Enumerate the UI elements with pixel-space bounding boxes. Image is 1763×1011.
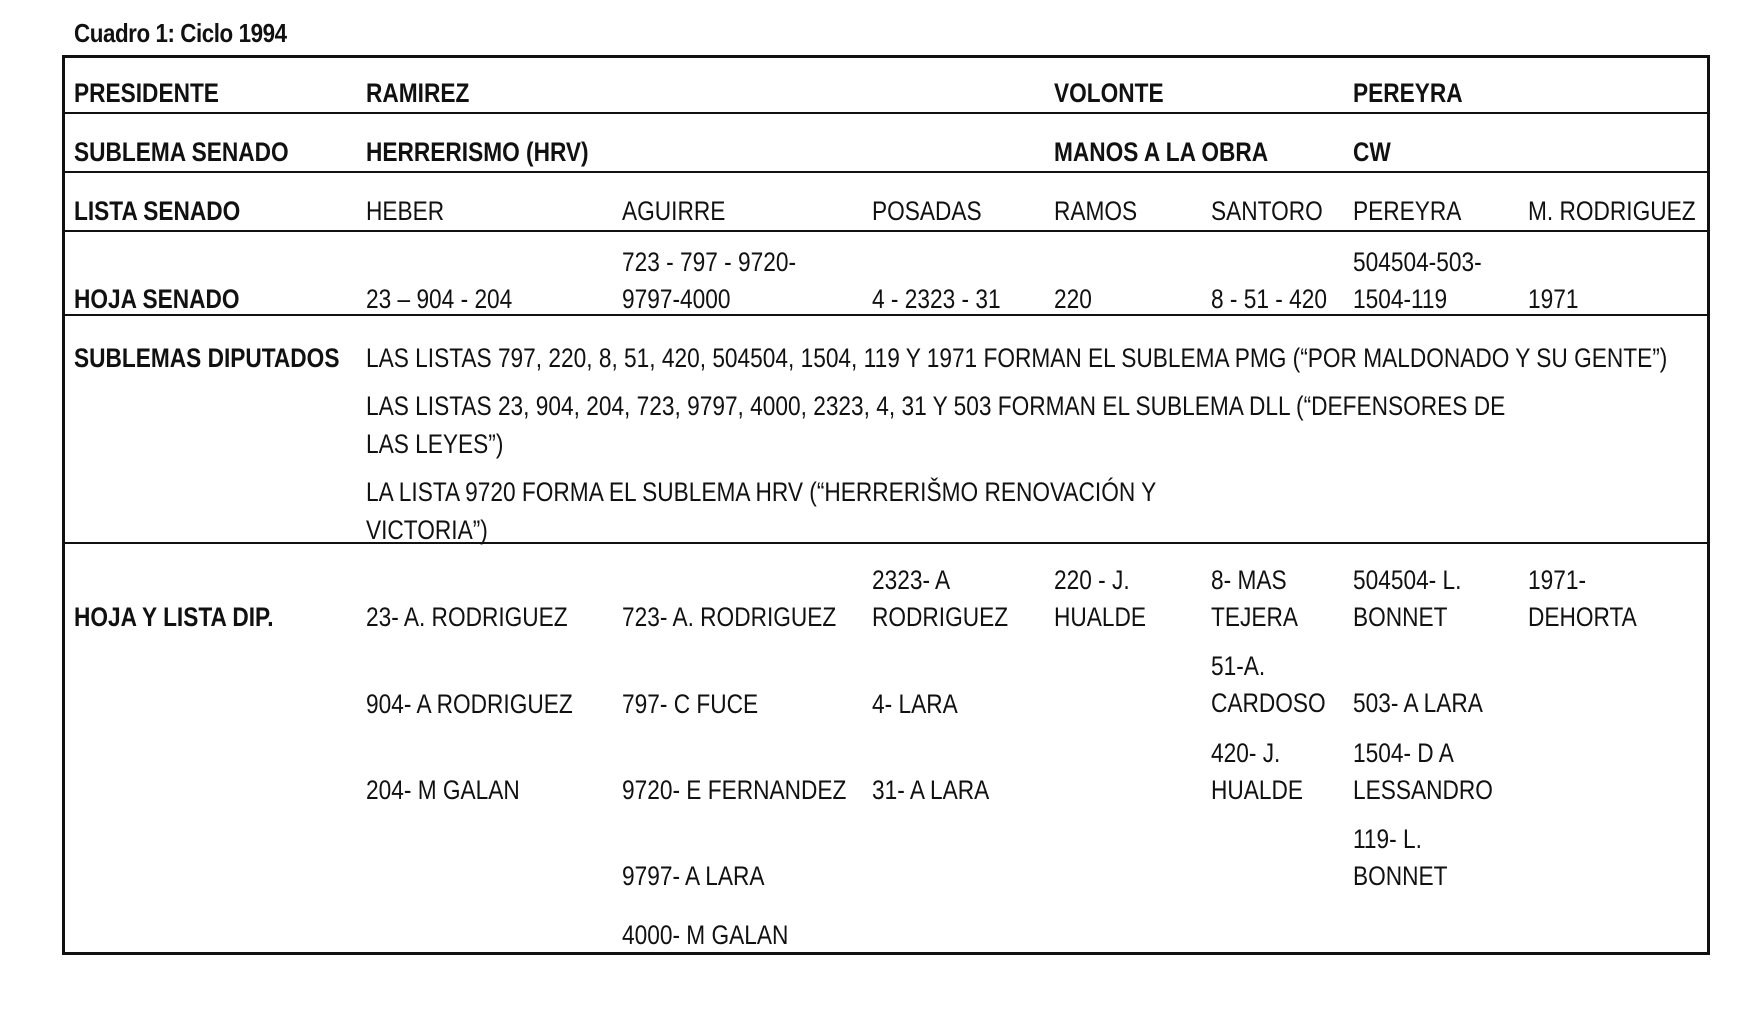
dip-entry: BONNET	[1353, 861, 1448, 891]
cell-lista-senado: M. RODRIGUEZ	[1528, 196, 1696, 226]
dip-entry: 51-A.	[1211, 651, 1266, 681]
cell-sublema-senado: HERRERISMO (HRV)	[366, 137, 589, 167]
dip-entry: CARDOSO	[1211, 688, 1326, 718]
dip-entry: 904- A RODRIGUEZ	[366, 689, 573, 719]
dip-entry: HUALDE	[1211, 775, 1304, 805]
cell-lista-senado: PEREYRA	[1353, 196, 1462, 226]
row-divider	[62, 171, 1710, 173]
dip-entry: RODRIGUEZ	[872, 602, 1009, 632]
dip-entry: 204- M GALAN	[366, 775, 520, 805]
dip-entry: 503- A LARA	[1353, 688, 1483, 718]
dip-entry: DEHORTA	[1528, 602, 1637, 632]
cell-lista-senado: HEBER	[366, 196, 445, 226]
sublema-note: LAS LISTAS 23, 904, 204, 723, 9797, 4000, 2323, 4, 31 Y 503 FORMAN EL SUBLEMA DLL (“DEFENSORES DE	[366, 391, 1506, 421]
dip-entry: 31- A LARA	[872, 775, 990, 805]
row-divider	[62, 230, 1710, 232]
dip-entry: 2323- A	[872, 565, 951, 595]
dip-entry: 9797- A LARA	[622, 861, 765, 891]
row-label-hoja-senado: HOJA SENADO	[74, 284, 240, 314]
row-label-hoja-lista-dip: HOJA Y LISTA DIP.	[74, 602, 274, 632]
dip-entry: 4000- M GALAN	[622, 920, 789, 950]
dip-entry: 723- A. RODRIGUEZ	[622, 602, 837, 632]
row-label-sublema-senado: SUBLEMA SENADO	[74, 137, 289, 167]
dip-entry: 23- A. RODRIGUEZ	[366, 602, 568, 632]
dip-entry: 220 - J.	[1054, 565, 1130, 595]
cell-hoja-senado: 23 – 904 - 204	[366, 284, 513, 314]
cell-hoja-senado: 1971	[1528, 284, 1579, 314]
dip-entry: LESSANDRO	[1353, 775, 1493, 805]
dip-entry: 797- C FUCE	[622, 689, 759, 719]
cell-presidente: PEREYRA	[1353, 78, 1463, 108]
cell-presidente: VOLONTE	[1054, 78, 1164, 108]
dip-entry: 8- MAS	[1211, 565, 1287, 595]
row-label-sublemas-diputados: SUBLEMAS DIPUTADOS	[74, 343, 340, 373]
dip-entry: 420- J.	[1211, 738, 1281, 768]
dip-entry: BONNET	[1353, 602, 1448, 632]
cell-sublema-senado: MANOS A LA OBRA	[1054, 137, 1269, 167]
cell-lista-senado: AGUIRRE	[622, 196, 726, 226]
cell-hoja-senado: 504504-503-	[1353, 247, 1482, 277]
cell-sublema-senado: CW	[1353, 137, 1391, 167]
cell-lista-senado: POSADAS	[872, 196, 982, 226]
sublema-note: LAS LISTAS 797, 220, 8, 51, 420, 504504, 1504, 119 Y 1971 FORMAN EL SUBLEMA PMG (“POR MALDONADO Y SU GENTE”)	[366, 343, 1668, 373]
sublema-note: LAS LEYES”)	[366, 429, 504, 459]
table-caption: Cuadro 1: Ciclo 1994	[74, 18, 287, 48]
cell-hoja-senado: 9797-4000	[622, 284, 731, 314]
cell-hoja-senado: 220	[1054, 284, 1092, 314]
row-label-presidente: PRESIDENTE	[74, 78, 219, 108]
dip-entry: 4- LARA	[872, 689, 958, 719]
cell-lista-senado: SANTORO	[1211, 196, 1323, 226]
dip-entry: 9720- E FERNANDEZ	[622, 775, 847, 805]
cell-hoja-senado: 8 - 51 - 420	[1211, 284, 1327, 314]
dip-entry: 119- L.	[1353, 824, 1422, 854]
sublema-note: VICTORIA”)	[366, 515, 488, 545]
dip-entry: HUALDE	[1054, 602, 1147, 632]
dip-entry: 1504- D A	[1353, 738, 1454, 768]
row-divider	[62, 112, 1710, 114]
cell-hoja-senado: 4 - 2323 - 31	[872, 284, 1001, 314]
cell-lista-senado: RAMOS	[1054, 196, 1138, 226]
row-label-lista-senado: LISTA SENADO	[74, 196, 241, 226]
dip-entry: TEJERA	[1211, 602, 1298, 632]
cell-hoja-senado: 723 - 797 - 9720-	[622, 247, 796, 277]
sublema-note: LA LISTA 9720 FORMA EL SUBLEMA HRV (“HERRERIŠMO RENOVACIÓN Y	[366, 477, 1157, 507]
cell-hoja-senado: 1504-119	[1353, 284, 1448, 314]
row-divider	[62, 542, 1710, 544]
dip-entry: 1971-	[1528, 565, 1587, 595]
dip-entry: 504504- L.	[1353, 565, 1462, 595]
cell-presidente: RAMIREZ	[366, 78, 470, 108]
